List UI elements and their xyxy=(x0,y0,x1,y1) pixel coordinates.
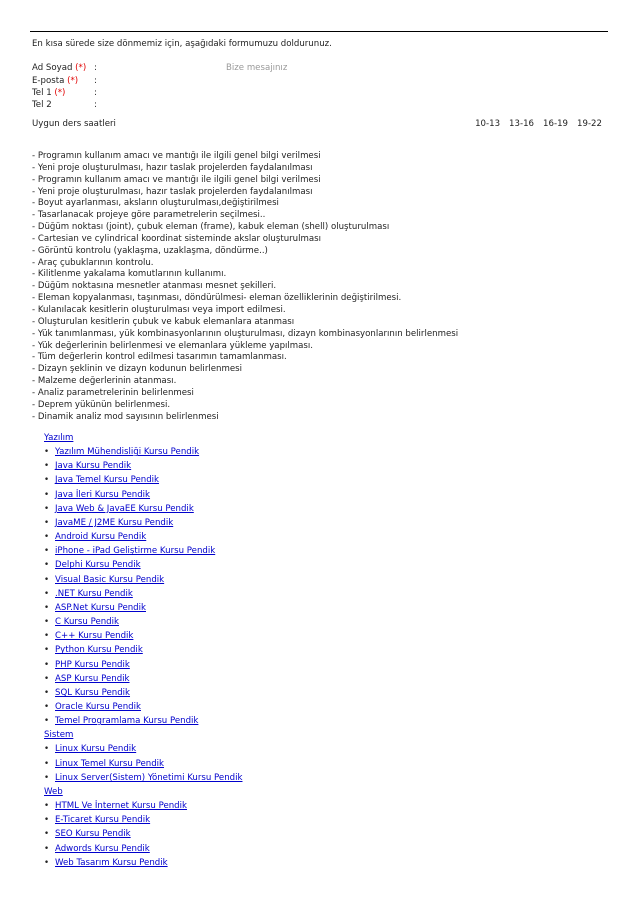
bullet-icon: • xyxy=(44,461,50,472)
field-colon: : xyxy=(94,88,97,98)
topic-item: - Düğüm noktasına mesnetler atanması mesnet şekilleri. xyxy=(32,281,277,292)
bullet-icon: • xyxy=(44,772,50,783)
course-link[interactable]: Adwords Kursu Pendik xyxy=(55,843,150,854)
course-link[interactable]: Java Temel Kursu Pendik xyxy=(55,475,160,486)
topic-item: - Analiz parametrelerinin belirlenmesi xyxy=(32,387,194,398)
phone2-field[interactable] xyxy=(32,100,97,112)
bullet-icon: • xyxy=(44,588,50,599)
hours-options xyxy=(475,119,602,129)
course-links xyxy=(44,431,242,870)
course-link[interactable]: SQL Kursu Pendik xyxy=(55,687,131,698)
course-link[interactable]: Java Web & JavaEE Kursu Pendik xyxy=(55,503,194,514)
bullet-icon: • xyxy=(44,673,50,684)
bullet-icon: • xyxy=(44,617,50,628)
hours-title: Uygun ders saatleri xyxy=(32,119,116,129)
course-link[interactable]: Visual Basic Kursu Pendik xyxy=(55,574,165,585)
bullet-icon: • xyxy=(44,503,50,514)
topic-item: - Yük tanımlanması, yük kombinasyonlarının oluşturulması, dizayn kombinasyonlarının belirlenmesi xyxy=(32,328,459,339)
topic-item: - Yeni proje oluşturulması, hazır taslak projelerden faydalanılması xyxy=(32,162,313,173)
required-mark: (*) xyxy=(67,76,79,86)
field-label: Tel 2 xyxy=(32,100,52,110)
topic-item: - Kilitlenme yakalama komutlarının kullanımı. xyxy=(32,269,227,280)
course-link[interactable]: Yazılım Mühendisliği Kursu Pendik xyxy=(55,447,200,458)
bullet-icon: • xyxy=(44,489,50,500)
course-link[interactable]: Linux Server(Sistem) Yönetimi Kursu Pendik xyxy=(55,772,243,783)
name-field[interactable] xyxy=(32,63,97,75)
category-link-web[interactable]: Web xyxy=(44,786,63,797)
form-intro-text: En kısa sürede size dönmemiz için, aşağıdaki formumuzu doldurunuz. xyxy=(32,39,332,49)
field-label: Tel 1 (*) xyxy=(32,88,66,98)
course-link[interactable]: iPhone - iPad Geliştirme Kursu Pendik xyxy=(55,546,216,557)
course-link[interactable]: HTML Ve İnternet Kursu Pendik xyxy=(55,801,188,812)
required-mark: (*) xyxy=(54,88,66,98)
field-label: E-posta (*) xyxy=(32,76,79,86)
phone1-field[interactable] xyxy=(32,88,97,100)
course-link[interactable]: Android Kursu Pendik xyxy=(55,532,147,543)
topic-item: - Oluşturulan kesitlerin çubuk ve kabuk elemanlara atanması xyxy=(32,316,295,327)
bullet-icon: • xyxy=(44,475,50,486)
topic-item: - Tasarlanacak projeye göre parametrelerin seçilmesi.. xyxy=(32,210,266,221)
course-link[interactable]: Java İleri Kursu Pendik xyxy=(55,489,151,500)
bullet-icon: • xyxy=(44,631,50,642)
topics-list xyxy=(32,151,458,423)
course-link[interactable]: C++ Kursu Pendik xyxy=(55,631,134,642)
topic-item: - Programın kullanım amacı ve mantığı ile ilgili genel bilgi verilmesi xyxy=(32,151,321,161)
field-colon: : xyxy=(94,63,97,73)
topic-item: - Kulanılacak kesitlerin oluşturulması veya import edilmesi. xyxy=(32,304,286,315)
bullet-icon: • xyxy=(44,687,50,698)
bullet-icon: • xyxy=(44,829,50,840)
bullet-icon: • xyxy=(44,546,50,557)
course-link[interactable]: ASP.Net Kursu Pendik xyxy=(55,602,146,613)
course-link[interactable]: Oracle Kursu Pendik xyxy=(55,701,141,712)
field-colon: : xyxy=(94,100,97,110)
bullet-icon: • xyxy=(44,574,50,585)
course-link[interactable]: PHP Kursu Pendik xyxy=(55,659,130,670)
course-link[interactable]: Java Kursu Pendik xyxy=(55,461,132,472)
bullet-icon: • xyxy=(44,602,50,613)
bullet-icon: • xyxy=(44,758,50,769)
top-divider xyxy=(30,31,608,32)
bullet-icon: • xyxy=(44,560,50,571)
email-field[interactable] xyxy=(32,76,97,88)
course-link[interactable]: ASP Kursu Pendik xyxy=(55,673,130,684)
course-link[interactable]: Web Tasarım Kursu Pendik xyxy=(55,857,168,868)
hour-option[interactable]: 10-13 xyxy=(475,119,501,129)
hour-option[interactable]: 19-22 xyxy=(577,119,602,129)
required-mark: (*) xyxy=(75,63,87,73)
topic-item: - Eleman kopyalanması, taşınması, döndürülmesi- eleman özelliklerinin değiştirilmesi. xyxy=(32,293,402,304)
course-link[interactable]: C Kursu Pendik xyxy=(55,617,120,628)
topic-item: - Programın kullanım amacı ve mantığı ile ilgili genel bilgi verilmesi xyxy=(32,174,321,185)
topic-item: - Cartesian ve cylindrical koordinat sisteminde akslar oluşturulması xyxy=(32,233,322,244)
course-link[interactable]: SEO Kursu Pendik xyxy=(55,829,131,840)
topic-item: - Görüntü kontrolu (yaklaşma, uzaklaşma, döndürme..) xyxy=(32,245,268,256)
bullet-icon: • xyxy=(44,843,50,854)
bullet-icon: • xyxy=(44,517,50,528)
bullet-icon: • xyxy=(44,815,50,826)
course-link[interactable]: .NET Kursu Pendik xyxy=(55,588,133,599)
topic-item: - Düğüm noktası (joint), çubuk eleman (frame), kabuk eleman (shell) oluşturulması xyxy=(32,222,390,233)
field-colon: : xyxy=(94,76,97,86)
course-link[interactable]: Temel Programlama Kursu Pendik xyxy=(55,716,199,727)
topic-item: - Yük değerlerinin belirlenmesi ve elemanlara yükleme yapılması. xyxy=(32,340,314,351)
course-link[interactable]: JavaME / J2ME Kursu Pendik xyxy=(55,517,174,528)
bullet-icon: • xyxy=(44,447,50,458)
bullet-icon: • xyxy=(44,659,50,670)
bullet-icon: • xyxy=(44,532,50,543)
category-link-sistem[interactable]: Sistem xyxy=(44,730,74,741)
bullet-icon: • xyxy=(44,744,50,755)
field-label: Ad Soyad (*) xyxy=(32,63,87,73)
course-link[interactable]: Python Kursu Pendik xyxy=(55,645,143,656)
bullet-icon: • xyxy=(44,701,50,712)
category-link-yazilim[interactable]: Yazılım xyxy=(44,433,74,443)
bullet-icon: • xyxy=(44,645,50,656)
course-link[interactable]: E-Ticaret Kursu Pendik xyxy=(55,815,151,826)
course-link[interactable]: Linux Kursu Pendik xyxy=(55,744,137,755)
hour-option[interactable]: 13-16 xyxy=(509,119,535,129)
topic-item: - Dinamik analiz mod sayısının belirlenmesi xyxy=(32,411,219,422)
topic-item: - Malzeme değerlerinin atanması. xyxy=(32,376,177,387)
topic-item: - Yeni proje oluşturulması, hazır taslak projelerden faydalanılması xyxy=(32,186,313,197)
topic-item: - Tüm değerlerin kontrol edilmesi tasarımın tamamlanması. xyxy=(32,352,287,363)
course-link[interactable]: Delphi Kursu Pendik xyxy=(55,560,141,571)
bullet-icon: • xyxy=(44,716,50,727)
course-link[interactable]: Linux Temel Kursu Pendik xyxy=(55,758,165,769)
topic-item: - Deprem yükünün belirlenmesi. xyxy=(32,399,171,410)
bullet-icon: • xyxy=(44,857,50,868)
hour-option[interactable]: 16-19 xyxy=(543,119,569,129)
bullet-icon: • xyxy=(44,801,50,812)
topic-item: - Boyut ayarlanması, aksların oluşturulması,değiştirilmesi xyxy=(32,198,279,209)
topic-item: - Dizayn şeklinin ve dizayn kodunun belirlenmesi xyxy=(32,364,242,375)
topic-item: - Araç çubuklarının kontrolu. xyxy=(32,257,154,268)
message-textarea[interactable]: Bize mesajınız xyxy=(226,63,288,73)
